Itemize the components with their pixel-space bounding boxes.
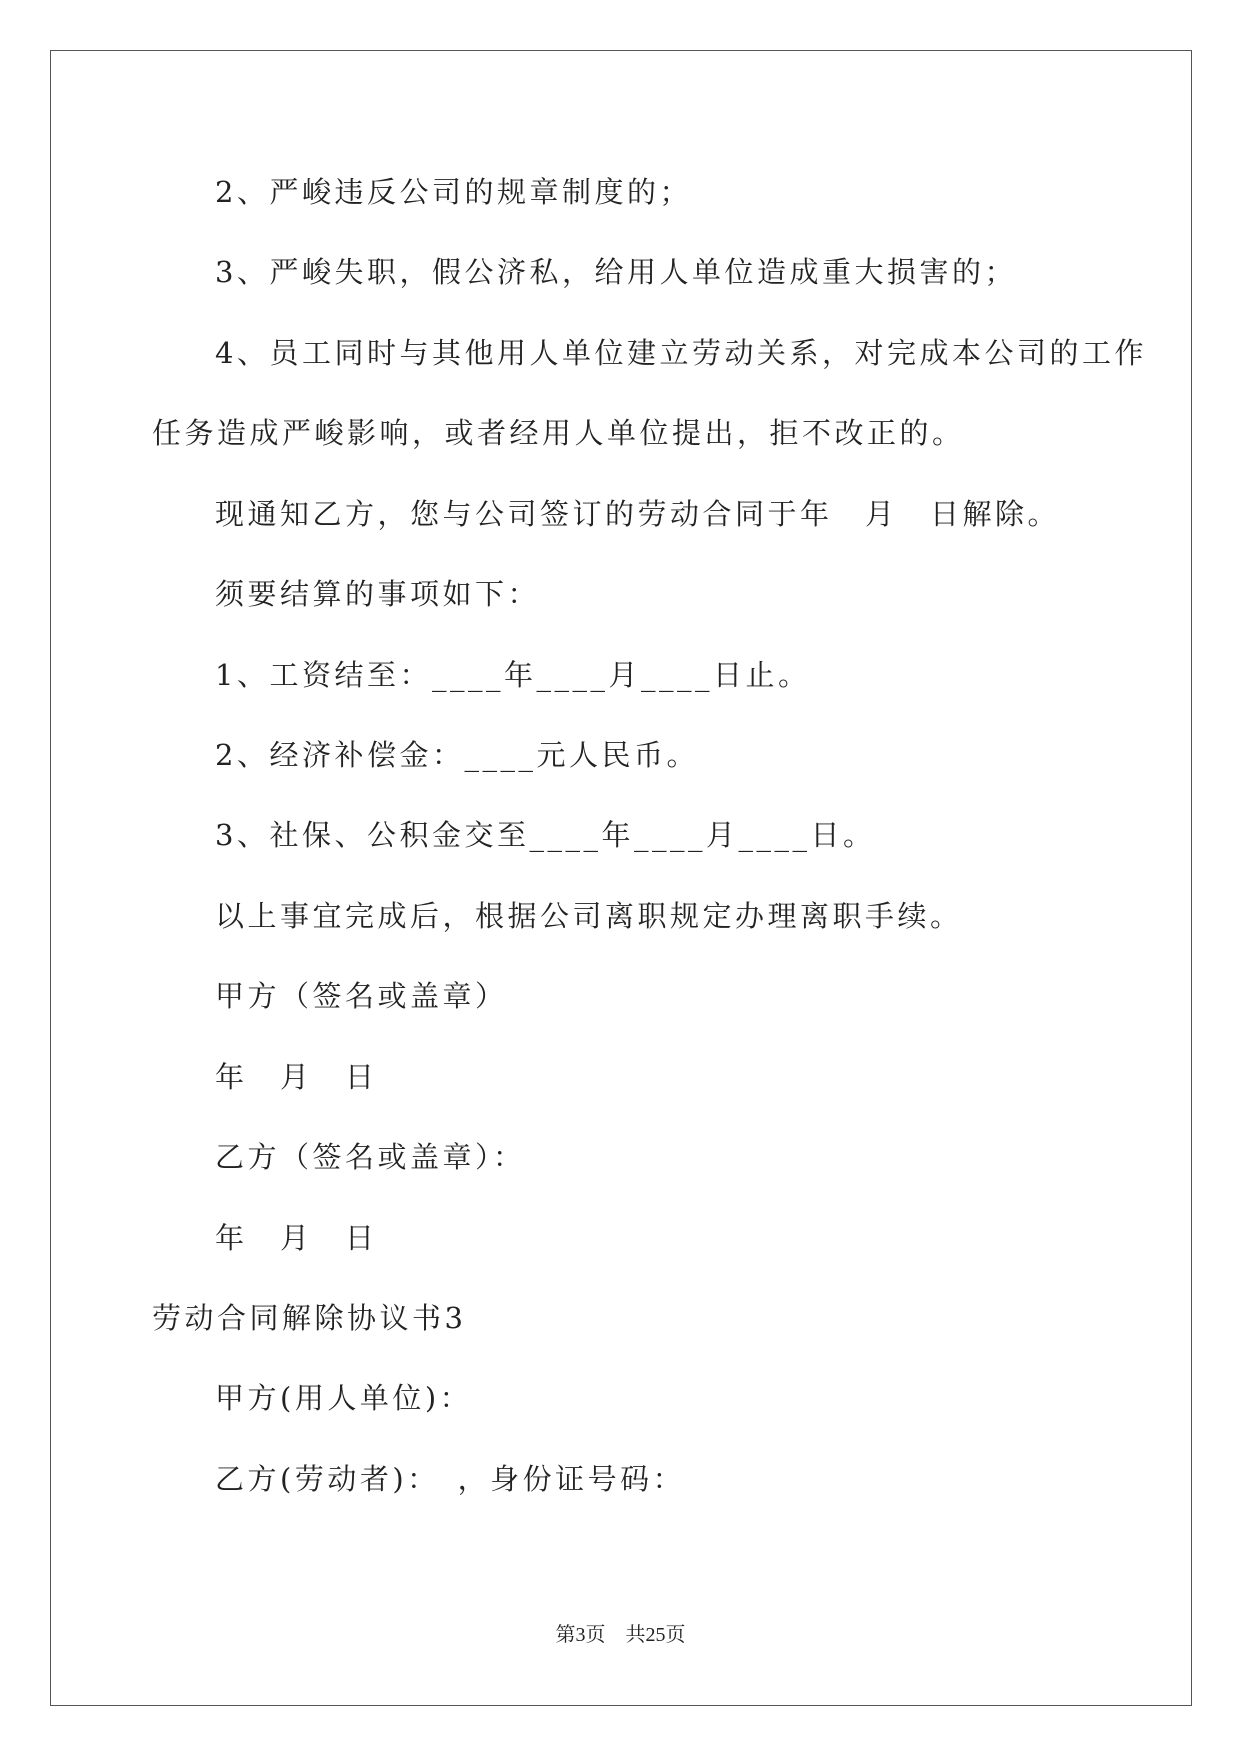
party-b-employee: 乙方(劳动者)： ，身份证号码： [215,1462,686,1496]
clause-2: 2、严峻违反公司的规章制度的； [215,175,692,209]
section-title: 劳动合同解除协议书3 [152,1301,467,1335]
party-a-employer: 甲方(用人单位)： [215,1381,473,1415]
settlement-item-insurance: 3、社保、公积金交至____年____月____日。 [215,818,876,852]
party-b-date: 年 月 日 [215,1221,378,1255]
party-b-signature: 乙方（签名或盖章）： [215,1140,526,1174]
party-a-signature: 甲方（签名或盖章） [215,979,508,1013]
clause-4-continuation: 任务造成严峻影响，或者经用人单位提出，拒不改正的。 [152,416,965,450]
page-number-footer: 第3页 共25页 [555,1624,686,1646]
resignation-procedure: 以上事宜完成后，根据公司离职规定办理离职手续。 [215,899,963,933]
clause-4: 4、员工同时与其他用人单位建立劳动关系，对完成本公司的工作 [215,336,1147,370]
settlement-item-wages: 1、工资结至：____年____月____日止。 [215,658,811,692]
clause-3: 3、严峻失职，假公济私，给用人单位造成重大损害的； [215,255,1017,289]
settlement-item-compensation: 2、经济补偿金：____元人民币。 [215,738,699,772]
termination-notice: 现通知乙方，您与公司签订的劳动合同于年 月 日解除。 [215,497,1061,531]
party-a-date: 年 月 日 [215,1060,378,1094]
settlement-heading: 须要结算的事项如下： [215,577,541,611]
page-border [50,50,1192,1706]
